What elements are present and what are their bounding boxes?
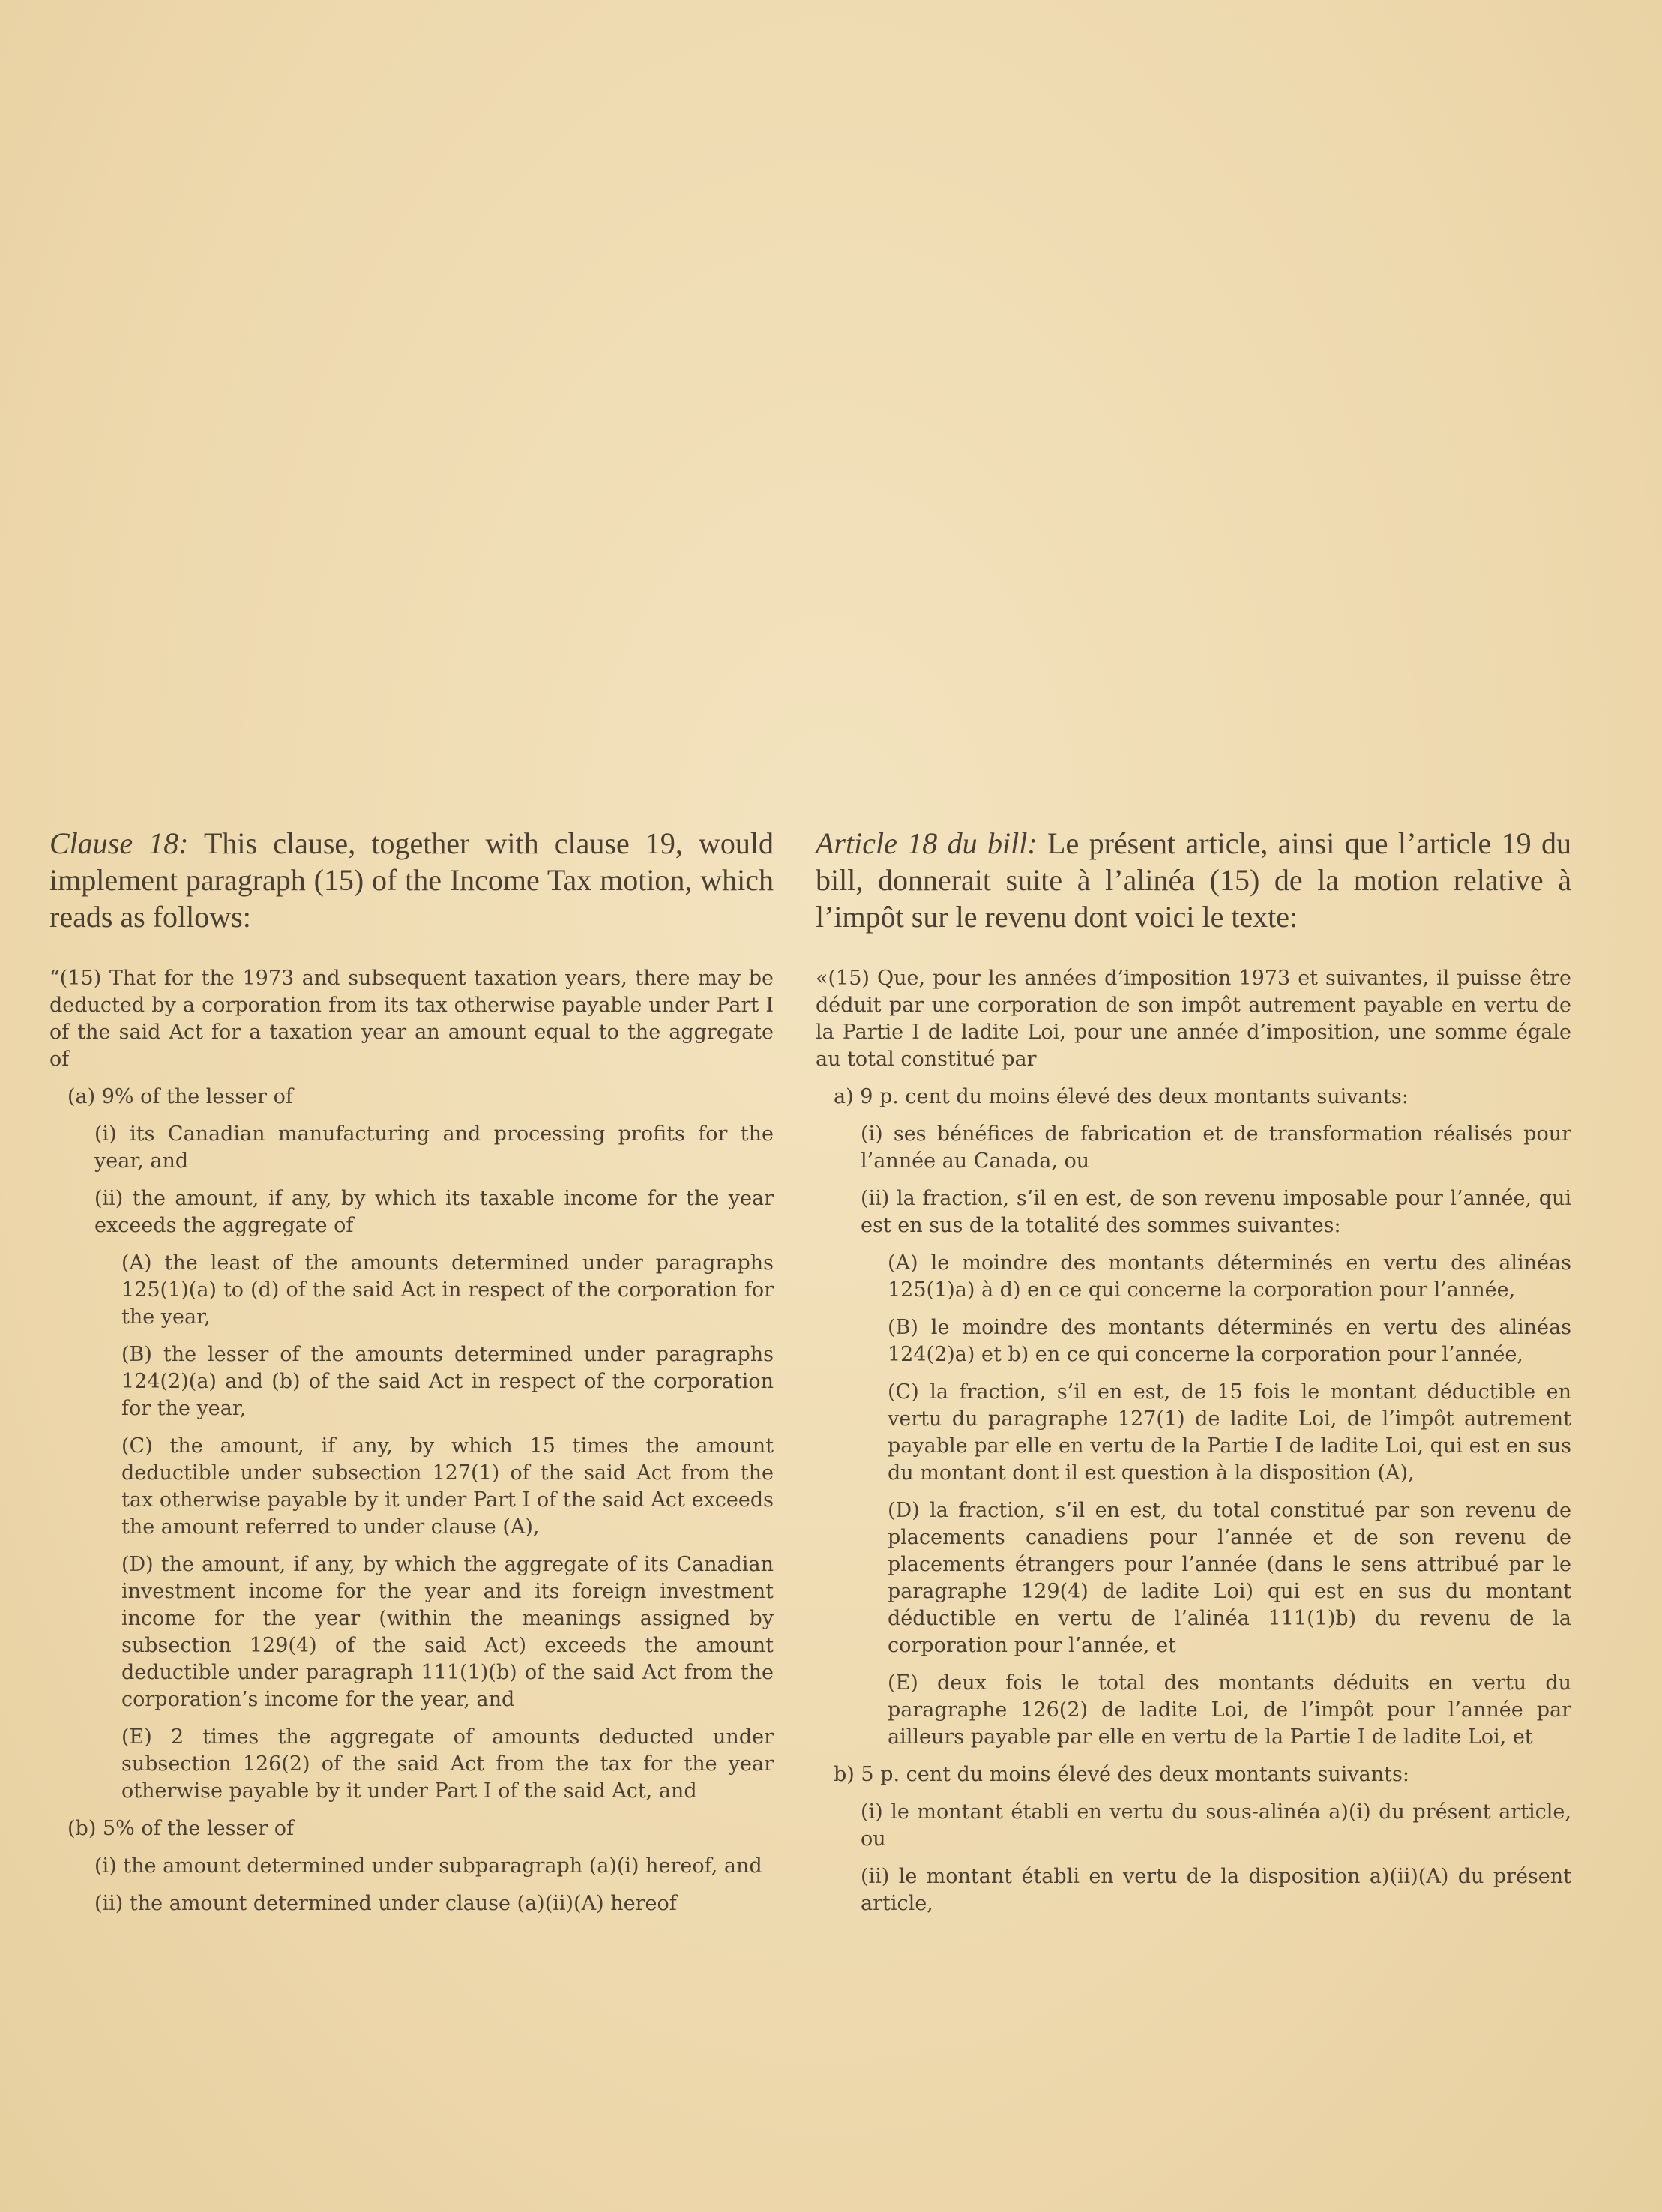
motion-paragraph-intro: “(15) That for the 1973 and subsequent taxation years, there may be deducted by a corporation from its tax otherwise payable under Part I of the said Act for a taxation year an amount equal to the aggregate of [49, 967, 774, 1071]
clause-label-english: Clause 18: [49, 826, 189, 860]
motion-item-b-i: (i) the amount determined under subparagraph (a)(i) hereof, and [94, 1854, 762, 1878]
motion-item-b-ii: (ii) the amount determined under clause (a)(ii)(A) hereof [94, 1892, 677, 1915]
motion-clause-A-fr: (A) le moindre des montants déterminés en vertu des alinéas 125(1)a) à d) en ce qui concerne la corporation pour l’année, [888, 1251, 1571, 1302]
motion-clause-E-fr: (E) deux fois le total des montants déduits en vertu du paragraphe 126(2) de ladite Loi, de l’impôt pour l’année par ailleurs payable par elle en vertu de la Partie I de ladite Loi, et [888, 1671, 1571, 1749]
motion-clause-C-fr: (C) la fraction, s’il en est, de 15 fois le montant déductible en vertu du paragraphe 127(1) de ladite Loi, de l’impôt autrement payable par elle en vertu de la Partie I de ladite Loi, qui est en sus du montant dont il est question à la disposition (A), [888, 1380, 1571, 1485]
motion-item-a: (a) 9% of the lesser of [67, 1085, 293, 1108]
motion-clause-B-fr: (B) le moindre des montants déterminés en vertu des alinéas 124(2)a) et b) en ce qui concerne la corporation pour l’année, [888, 1316, 1571, 1366]
motion-item-b-i-fr: (i) le montant établi en vertu du sous-alinéa a)(i) du présent article, ou [861, 1800, 1571, 1851]
english-column [49, 825, 774, 1928]
motion-clause-A: (A) the least of the amounts determined under paragraphs 125(1)(a) to (d) of the said Act in respect of the corporation for the year, [121, 1251, 774, 1329]
motion-clause-D-fr: (D) la fraction, s’il en est, du total constitué par son revenu de placements canadiens pour l’année et de son revenu de placements étrangers pour l’année (dans le sens attribué par le paragraphe 129(4) de ladite Loi) qui est en sus du montant déductible en vertu de l’alinéa 111(1)b) du revenu de la corporation pour l’année, et [888, 1499, 1571, 1657]
motion-clause-D: (D) the amount, if any, by which the aggregate of its Canadian investment income for the year and its foreign investment income for the year (within the meanings assigned by subsection 129(4) of the said Act) exceeds the amount deductible under paragraph 111(1)(b) of the said Act from the corporation’s income for the year, and [121, 1553, 774, 1711]
clause-label-french: Article 18 du bill: [816, 826, 1038, 860]
motion-item-b-ii-fr: (ii) le montant établi en vertu de la disposition a)(ii)(A) du présent article, [861, 1865, 1571, 1915]
motion-clause-E: (E) 2 times the aggregate of amounts deducted under subsection 126(2) of the said Act from the tax for the year otherwise payable by it under Part I of the said Act, and [121, 1725, 774, 1803]
motion-paragraph-intro-fr: «(15) Que, pour les années d’imposition 1973 et suivantes, il puisse être déduit par une corporation de son impôt autrement payable en vertu de la Partie I de ladite Loi, pour une année d’imposition, une somme égale au total constitué par [816, 967, 1571, 1071]
motion-item-a-ii: (ii) the amount, if any, by which its taxable income for the year exceeds the aggregate of [94, 1187, 774, 1237]
clause-heading-english [49, 825, 774, 935]
motion-item-a-i: (i) its Canadian manufacturing and processing profits for the year, and [94, 1122, 774, 1173]
clause-heading-french [816, 825, 1571, 935]
motion-item-b-fr: b) 5 p. cent du moins élevé des deux montants suivants: [834, 1763, 1409, 1786]
french-column [816, 825, 1571, 1928]
clause-intro-english: This clause, together with clause 19, would implement paragraph (15) of the Income Tax motion, which reads as follows: [49, 826, 774, 934]
motion-item-b: (b) 5% of the lesser of [67, 1817, 295, 1840]
clause-intro-french: Le présent article, ainsi que l’article 19 du bill, donnerait suite à l’alinéa (15) de la motion relative à l’impôt sur le revenu dont voici le texte: [816, 826, 1571, 934]
motion-item-a-fr: a) 9 p. cent du moins élevé des deux montants suivants: [834, 1085, 1409, 1108]
motion-item-a-i-fr: (i) ses bénéfices de fabrication et de transformation réalisés pour l’année au Canada, ou [861, 1122, 1571, 1173]
motion-item-a-ii-fr: (ii) la fraction, s’il en est, de son revenu imposable pour l’année, qui est en sus de la totalité des sommes suivantes: [861, 1187, 1571, 1237]
motion-clause-C: (C) the amount, if any, by which 15 times the amount deductible under subsection 127(1) of the said Act from the tax otherwise payable by it under Part I of the said Act exceeds the amount referred to under clause (A), [121, 1434, 774, 1539]
motion-clause-B: (B) the lesser of the amounts determined under paragraphs 124(2)(a) and (b) of the said Act in respect of the corporation for the year, [121, 1343, 774, 1420]
